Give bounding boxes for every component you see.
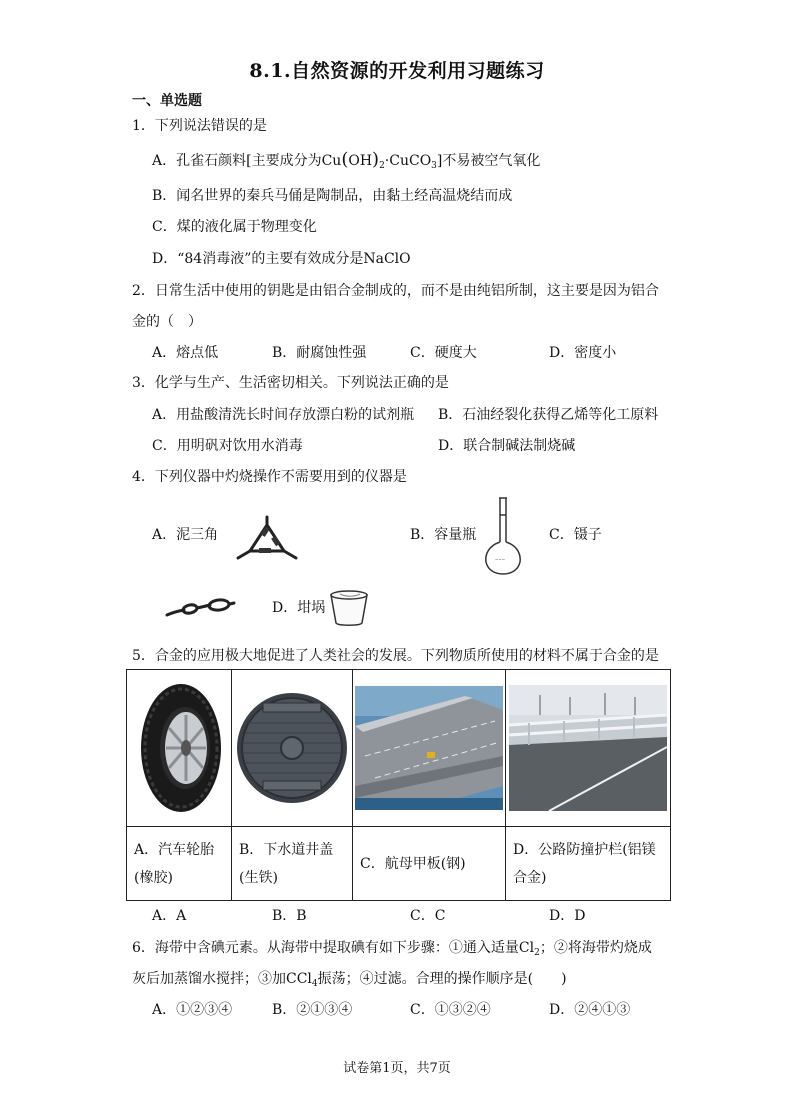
q5-stem: 5．合金的应用极大地促进了人类社会的发展。下列物质所使用的材料不属于合金的是 xyxy=(132,648,659,664)
q5-option-b: B．B xyxy=(272,908,307,924)
clay-triangle-icon xyxy=(232,513,302,563)
q3-stem: 3．化学与生产、生活密切相关。下列说法正确的是 xyxy=(132,375,449,391)
q1-option-b: B．闻名世界的秦兵马俑是陶制品，由黏土经高温烧结而成 xyxy=(152,188,513,204)
q4-stem: 4．下列仪器中灼烧操作不需要用到的仪器是 xyxy=(132,469,407,485)
q5-option-d: D．D xyxy=(549,908,586,924)
crucible-icon xyxy=(326,589,372,629)
q6-option-d: D．②④①③ xyxy=(549,1002,631,1018)
q2-stem-line1: 2．日常生活中使用的钥匙是由铝合金制成的，而不是由纯铝所制，这主要是因为铝合 xyxy=(132,283,659,299)
q5-caption-d: D．公路防撞护栏(铝镁 合金) xyxy=(506,827,671,901)
q6-stem-line1: 6．海带中含碘元素。从海带中提取碘有如下步骤：①通入适量$Cl_2$；②将海带灼烧成 xyxy=(132,940,652,958)
q5-option-c: C．C xyxy=(410,908,446,924)
q5-caption-c: C．航母甲板(钢) xyxy=(353,827,506,901)
q2-option-a: A．熔点低 xyxy=(152,345,219,361)
q6-option-a: A．①②③④ xyxy=(152,1002,233,1018)
q1-option-c: C．煤的液化属于物理变化 xyxy=(152,219,317,235)
q2-option-d: D．密度小 xyxy=(549,345,617,361)
q2-option-c: C．硬度大 xyxy=(410,345,477,361)
q5-image-cell-a xyxy=(127,670,232,827)
volumetric-flask-icon xyxy=(482,495,524,577)
q2-option-b: B．耐腐蚀性强 xyxy=(272,345,367,361)
q4-option-b: B．容量瓶 xyxy=(410,527,477,543)
tweezers-icon xyxy=(164,598,236,620)
q5-image-cell-c xyxy=(353,670,506,827)
q6-option-c: C．①③②④ xyxy=(410,1002,491,1018)
q5-table xyxy=(126,669,671,901)
q3-option-a: A．用盐酸清洗长时间存放漂白粉的试剂瓶 xyxy=(152,407,415,423)
q5-caption-a: A．汽车轮胎 (橡胶) xyxy=(127,827,232,901)
q4-option-c: C．镊子 xyxy=(549,527,602,543)
q5-option-a: A．A xyxy=(152,908,187,924)
q3-option-c: C．用明矾对饮用水消毒 xyxy=(152,438,303,454)
page-title: 8.1.自然资源的开发利用习题练习 xyxy=(249,60,545,82)
q1-stem: 1．下列说法错误的是 xyxy=(132,118,267,134)
q6-option-b: B．②①③④ xyxy=(272,1002,353,1018)
q5-image-cell-b xyxy=(232,670,353,827)
q4-option-a: A．泥三角 xyxy=(152,527,219,543)
page-footer: 试卷第1页，共7页 xyxy=(343,1061,451,1076)
q3-option-d: D．联合制碱法制烧碱 xyxy=(438,438,576,454)
q3-option-b: B．石油经裂化获得乙烯等化工原料 xyxy=(438,407,659,423)
carrier-deck-image xyxy=(355,686,503,810)
highway-guardrail-image xyxy=(509,685,667,811)
svg-text:~~~: ~~~ xyxy=(495,557,506,562)
car-tire-image xyxy=(128,673,231,823)
q6-stem-line2: 灰后加蒸馏水搅拌；③加CCl$_4$振荡；④过滤。合理的操作顺序是( ) xyxy=(132,971,567,989)
q1-option-a: A．孔雀石颜料[主要成分为$Cu(OH)_2\cdot CuCO_3$]不易被空气氧化 xyxy=(152,149,541,171)
q1-option-d: D．“84消毒液”的主要有效成分是NaClO xyxy=(152,251,411,267)
q4-option-d: D．坩埚 xyxy=(272,600,326,616)
manhole-cover-image xyxy=(233,673,352,823)
q5-caption-b: B．下水道井盖 (生铁) xyxy=(232,827,353,901)
q2-stem-line2: 金的（ ） xyxy=(132,314,202,330)
section-heading: 一、单选题 xyxy=(132,93,202,109)
q5-image-cell-d xyxy=(506,670,671,827)
